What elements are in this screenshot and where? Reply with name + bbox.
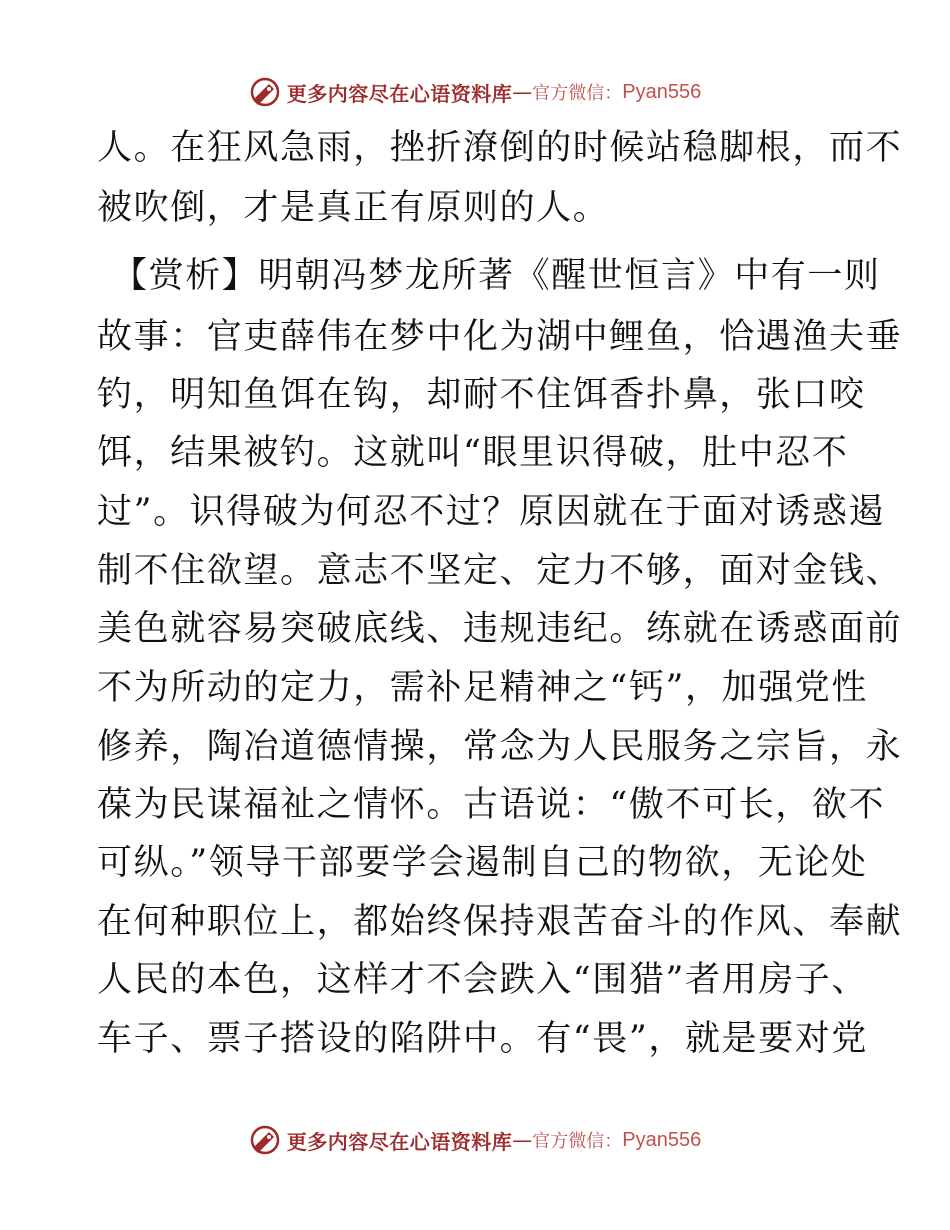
pen-nib-icon <box>249 1124 281 1156</box>
header-banner <box>0 72 950 112</box>
footer-banner <box>0 1120 950 1160</box>
text-line: 人民的本色，这样才不会跌入“围猎”者用房子、 <box>97 960 868 1000</box>
text-line: 过”。识得破为何忍不过？原因就在于面对诱惑遏 <box>97 492 886 532</box>
wechat-label: 官方微信： <box>532 83 623 104</box>
wechat-label: 官方微信： <box>532 1131 623 1152</box>
text-line: 饵，结果被钓。这就叫“眼里识得破，肚中忍不 <box>97 433 849 473</box>
wechat-id: Pyan556 <box>622 1128 702 1151</box>
wechat-id: Pyan556 <box>622 80 702 103</box>
promo-text: 更多内容尽在心语资料库 <box>286 81 513 106</box>
text-line: 不为所动的定力，需补足精神之“钙”，加强党性 <box>97 668 868 708</box>
text-line: 【赏析】明朝冯梦龙所著《醒世恒言》中有一则 <box>112 256 881 296</box>
text-line: 故事：官吏薛伟在梦中化为湖中鲤鱼，恰遇渔夫垂 <box>97 317 903 357</box>
text-line: 钓，明知鱼饵在钩，却耐不住饵香扑鼻，张口咬 <box>97 375 866 415</box>
promo-text: 更多内容尽在心语资料库 <box>286 1129 513 1154</box>
banner-separator: — <box>512 1128 533 1152</box>
text-line: 可纵。”领导干部要学会遏制自己的物欲，无论处 <box>97 843 868 883</box>
text-line: 在何种职位上，都始终保持艰苦奋斗的作风、奉献 <box>97 902 903 942</box>
text-line: 美色就容易突破底线、违规违纪。练就在诱惑面前 <box>97 609 903 649</box>
text-line: 车子、票子搭设的陷阱中。有“畏”，就是要对党 <box>97 1019 868 1059</box>
text-line: 制不住欲望。意志不坚定、定力不够，面对金钱、 <box>97 551 903 591</box>
text-line: 葆为民谋福祉之情怀。古语说：“傲不可长，欲不 <box>97 785 886 825</box>
banner-separator: — <box>512 80 533 104</box>
text-line: 被吹倒，才是真正有原则的人。 <box>97 188 610 228</box>
text-line: 修养，陶冶道德情操，常念为人民服务之宗旨，永 <box>97 727 903 767</box>
text-line: 人。在狂风急雨，挫折潦倒的时候站稳脚根，而不 <box>97 128 903 168</box>
pen-nib-icon <box>249 76 281 108</box>
